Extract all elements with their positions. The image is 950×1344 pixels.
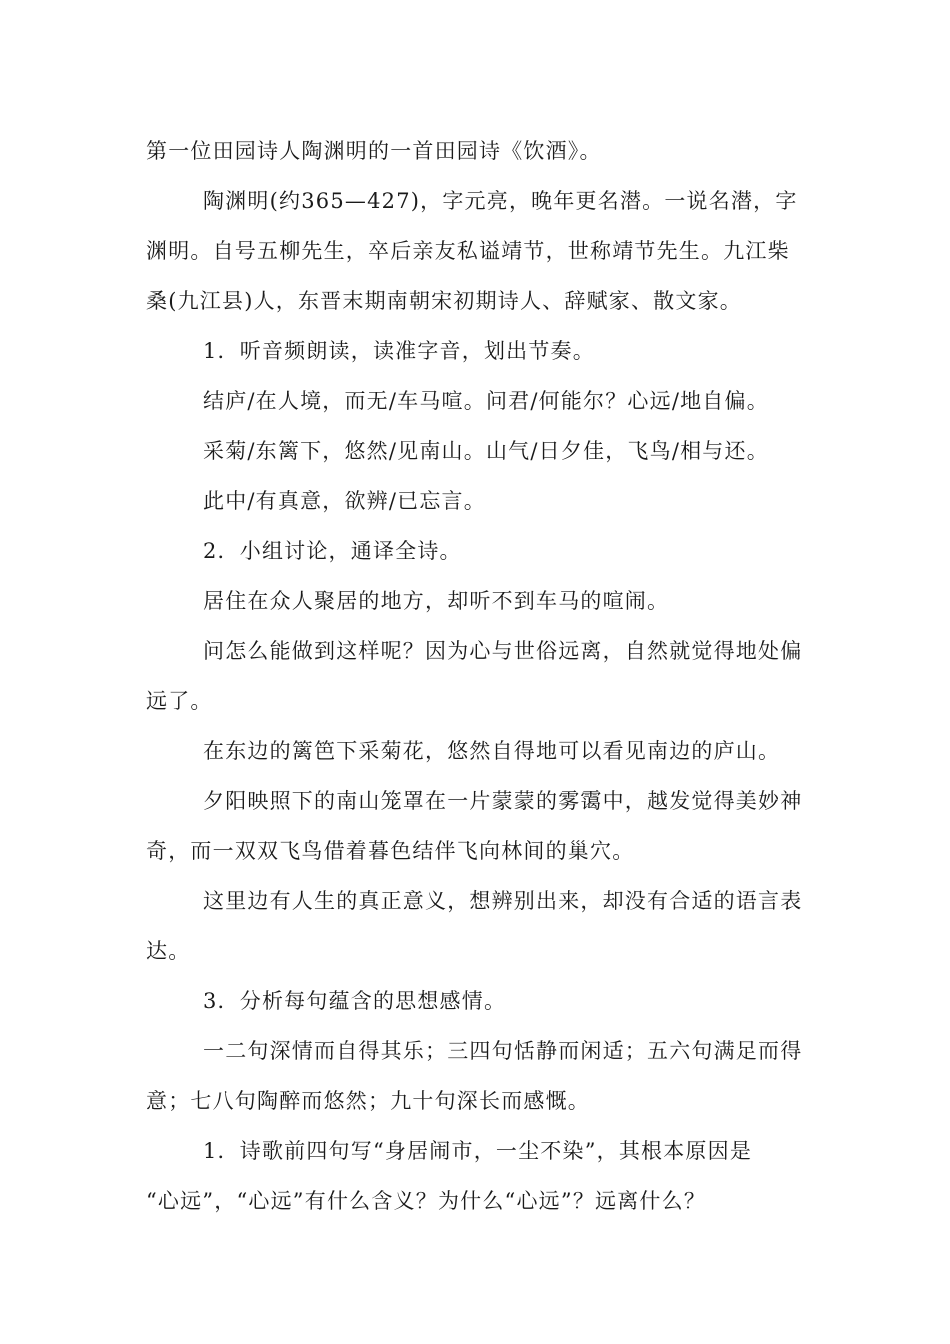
poem-rhythm-line-1: 结庐/在人境，而无/车马喧。问君/何能尔？心远/地自偏。 — [203, 389, 769, 413]
intro-line: 第一位田园诗人陶渊明的一首田园诗《饮酒》。 — [146, 139, 602, 163]
analysis-line-1: 一二句深情而自得其乐；三四句恬静而闲适；五六句满足而得 — [203, 1039, 803, 1063]
translation-line-4-cont: 奇，而一双双飞鸟借着暮色结伴飞向林间的巢穴。 — [146, 839, 635, 863]
question-1-line-2: “心远”，“心远”有什么含义？为什么“心远”？远离什么？ — [146, 1189, 707, 1213]
translation-line-5: 这里边有人生的真正意义，想辨别出来，却没有合适的语言表 — [203, 889, 803, 913]
poem-rhythm-line-3: 此中/有真意，欲辨/已忘言。 — [203, 489, 486, 513]
translation-line-1: 居住在众人聚居的地方，却听不到车马的喧闹。 — [203, 589, 670, 613]
translation-line-2-cont: 远了。 — [146, 689, 213, 713]
question-1-line-1: 1．诗歌前四句写“身居闹市，一尘不染”，其根本原因是 — [203, 1139, 753, 1163]
step-1-heading: 1．听音频朗读，读准字音，划出节奏。 — [203, 339, 595, 363]
analysis-line-1-cont: 意；七八句陶醉而悠然；九十句深长而感慨。 — [146, 1089, 590, 1113]
poem-rhythm-line-2: 采菊/东篱下，悠然/见南山。山气/日夕佳，飞鸟/相与还。 — [203, 439, 769, 463]
translation-line-3: 在东边的篱笆下采菊花，悠然自得地可以看见南边的庐山。 — [203, 739, 781, 763]
translation-line-5-cont: 达。 — [146, 939, 191, 963]
translation-line-2: 问怎么能做到这样呢？因为心与世俗远离，自然就觉得地处偏 — [203, 639, 803, 663]
author-bio-line-3: 桑(九江县)人，东晋末期南朝宋初期诗人、辞赋家、散文家。 — [146, 289, 742, 313]
step-2-heading: 2．小组讨论，通译全诗。 — [203, 539, 462, 563]
step-3-heading: 3．分析每句蕴含的思想感情。 — [203, 989, 507, 1013]
author-bio-line-1: 陶渊明(约365—427)，字元亮，晚年更名潜。一说名潜，字 — [203, 189, 798, 213]
translation-line-4: 夕阳映照下的南山笼罩在一片蒙蒙的雾霭中，越发觉得美妙神 — [203, 789, 803, 813]
author-bio-line-2: 渊明。自号五柳先生，卒后亲友私谥靖节，世称靖节先生。九江柴 — [146, 239, 790, 263]
